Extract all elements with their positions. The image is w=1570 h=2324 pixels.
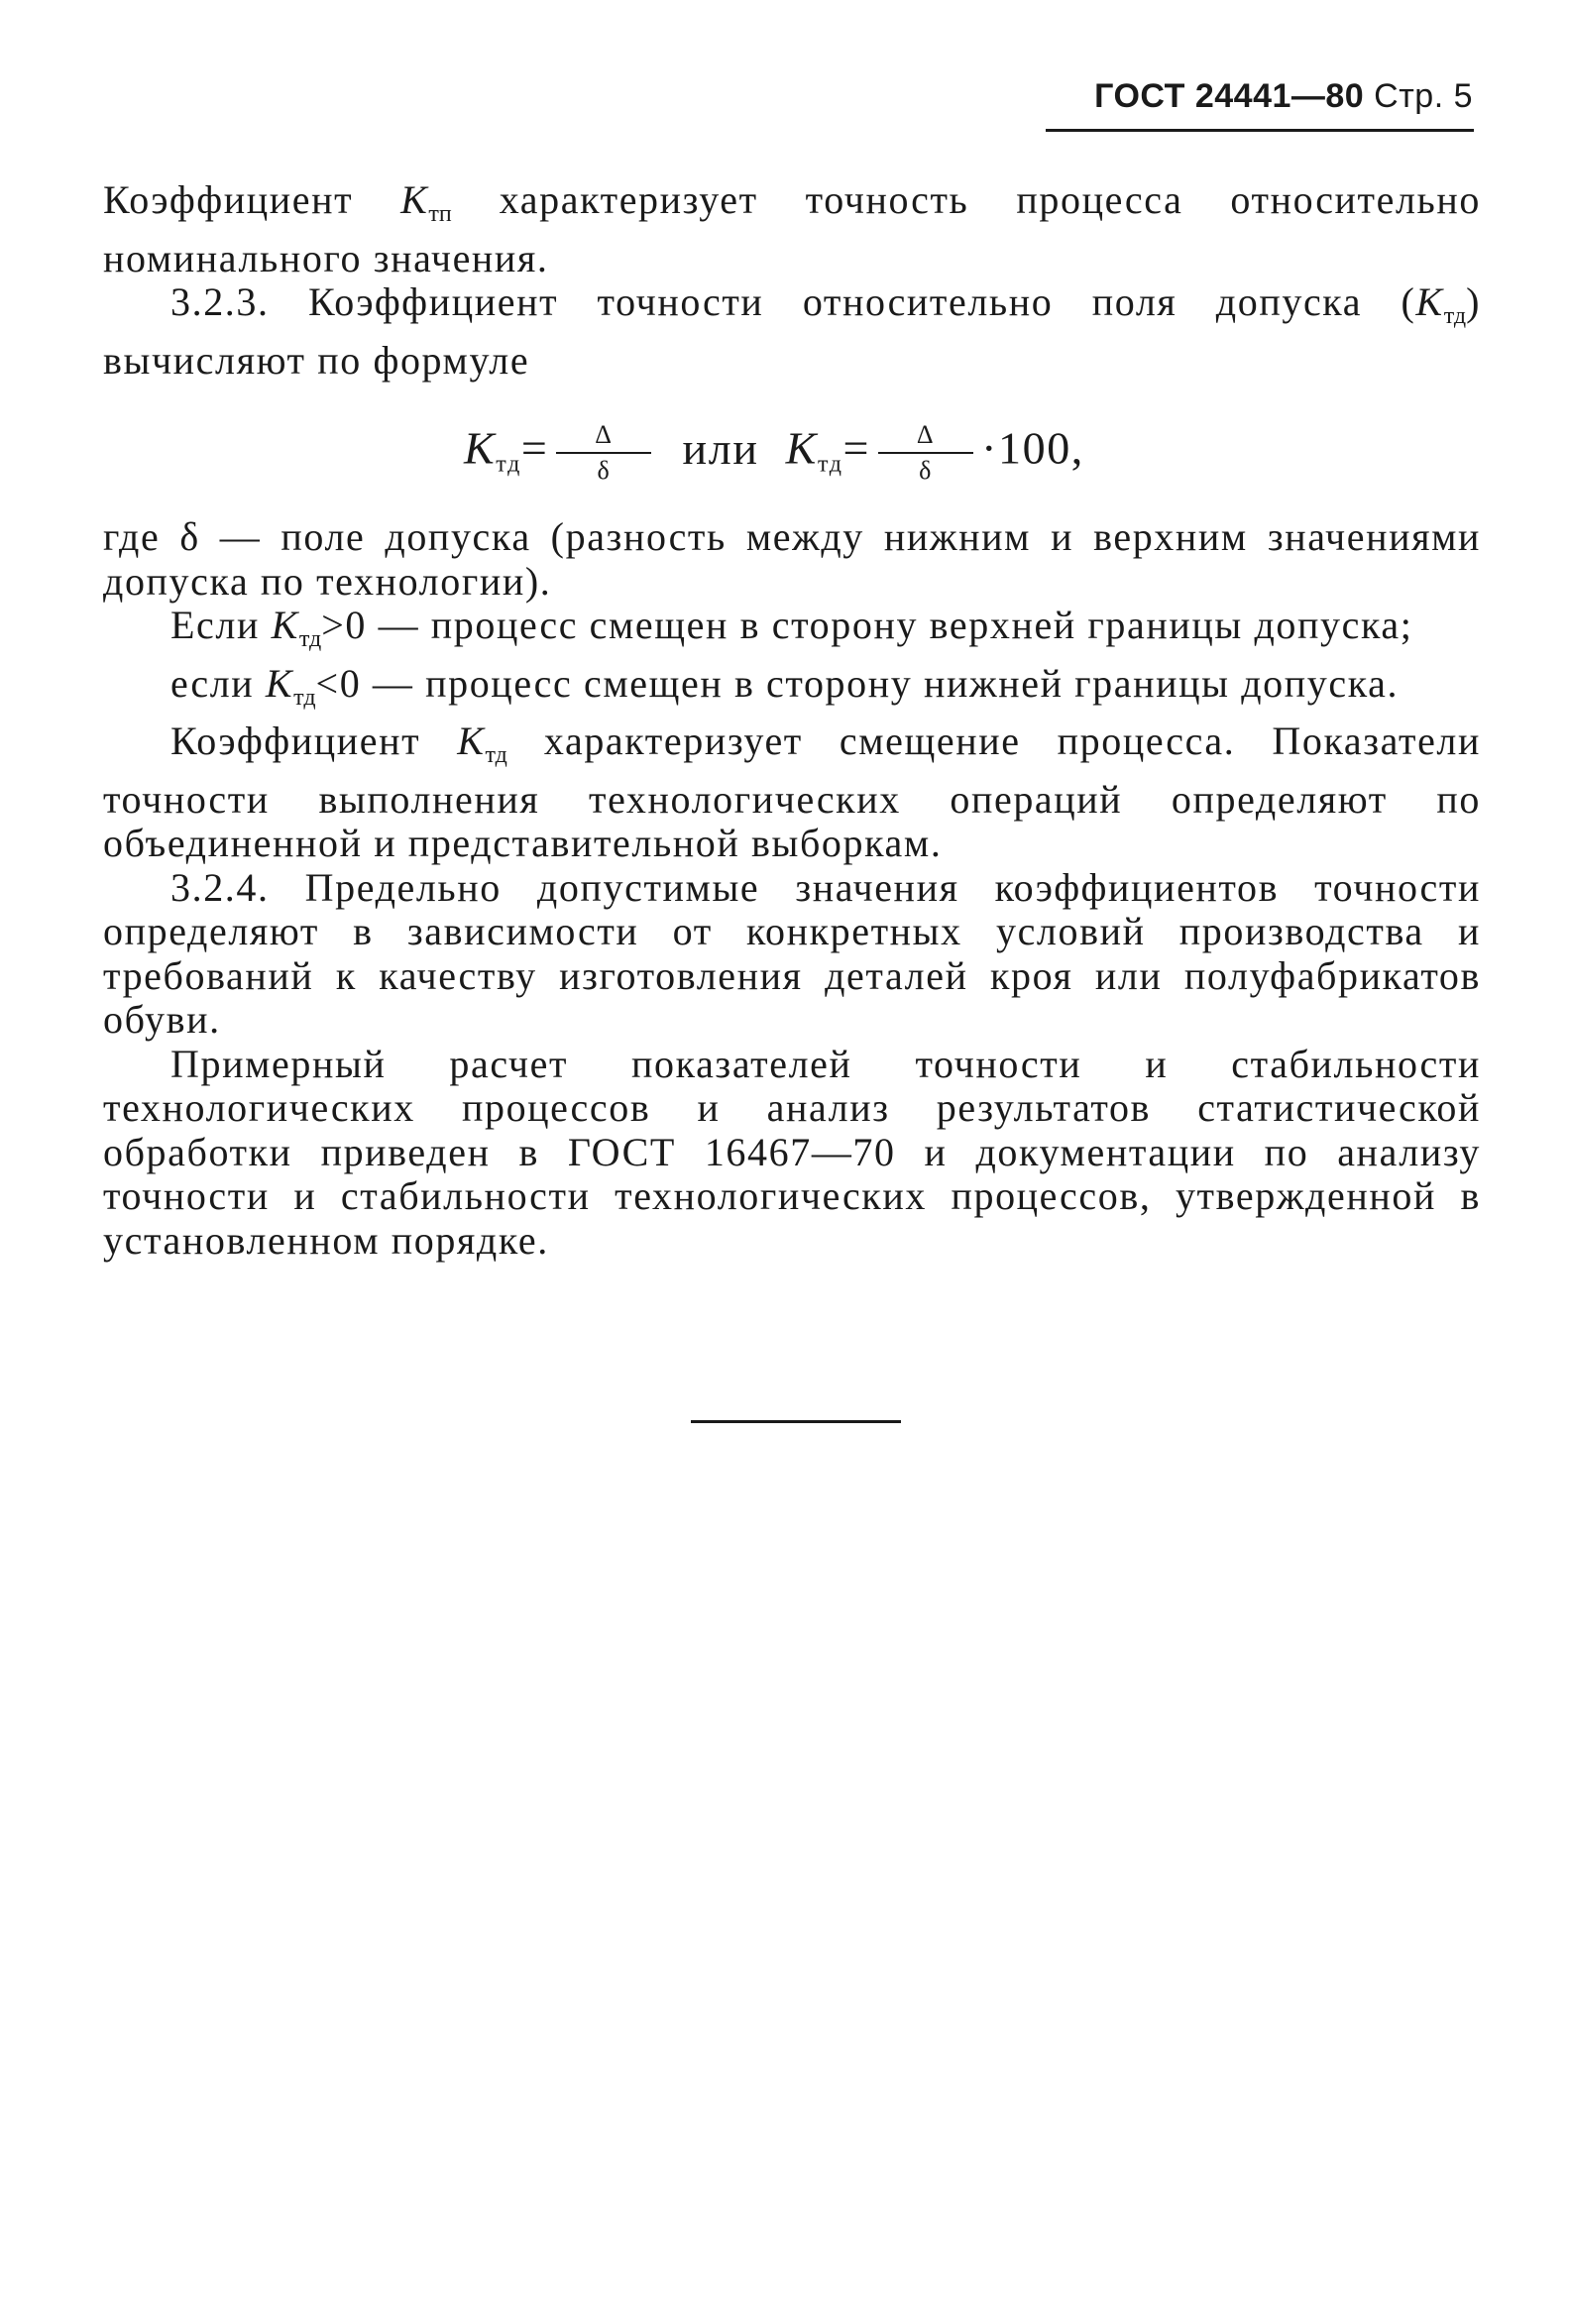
page-header [1094,77,1473,116]
page-number: Стр. 5 [1374,77,1473,115]
coefficient-subscript: тд [298,626,322,652]
paragraph-ktd-positive [103,604,1481,662]
fraction-denominator: δ [597,456,612,485]
coefficient-symbol: K [265,660,294,706]
text-run: 3.2.3. Коэффициент точности относительно поля допуска ( [170,279,1416,324]
standard-number: ГОСТ 24441—80 [1094,77,1365,115]
formula-subscript: тд [496,451,521,478]
formula-fraction [556,420,651,486]
text-run: Коэффициент [170,719,458,763]
paragraph-3-2-4 [103,866,1481,1043]
paragraph-delta-definition [103,515,1481,604]
coefficient-symbol: K [1415,279,1444,324]
text-run: Примерный расчет показателей точности и стабильности технологических процессов и анализ результатов статистической обработки приведен в ГОСТ 16467—70 и документации по анализу точности и стабильности технологических процессов, утвержденной в установленном порядке. [103,1041,1481,1263]
paragraph-ktd-shift [103,719,1481,866]
section-end-rule [691,1420,901,1423]
text-run: Коэффициент [103,177,401,222]
formula-multiplier: ·100, [981,422,1084,474]
formula-subscript: тд [817,451,843,478]
text-run: характеризует точность процесса относительно номинального значения. [103,177,1481,280]
text-run: ) вычисляют по формуле [103,279,1481,383]
text-run: характеризует смещение процесса. Показатели точности выполнения технологических операций определяют по объединенной и представительной выборкам. [103,719,1481,865]
formula-symbol: K [785,422,818,474]
coefficient-symbol: K [457,719,486,763]
formula-symbol: K [464,422,497,474]
text-run: где δ — поле допуска (разность между нижним и верхним значениями допуска по технологии). [103,514,1481,604]
coefficient-subscript: тд [485,742,507,768]
fraction-bar [556,452,651,454]
coefficient-subscript: тп [428,201,452,227]
coefficient-symbol: K [271,603,299,647]
text-run: если [170,660,266,706]
header-rule [1046,129,1474,132]
text-run: 3.2.4. Предельно допустимые значения коэффициентов точности определяют в зависимости от конкретных условий производства и требований к качеству изготовления деталей кроя или полуфабрикатов обуви. [103,864,1481,1042]
text-run: <0 — процесс смещен в сторону нижней границы допуска. [315,660,1400,706]
fraction-bar [878,452,973,454]
coefficient-subscript: тд [293,684,316,711]
document-body [103,178,1481,1263]
fraction-numerator: Δ [595,420,614,449]
coefficient-symbol: K [400,177,429,222]
paragraph-ktd-negative [103,662,1481,720]
fraction-numerator: Δ [916,420,936,449]
fraction-denominator: δ [919,456,934,485]
text-run: Если [170,603,272,647]
formula-equals: = [842,422,871,474]
formula-expression [103,420,1570,490]
formula-fraction [878,420,973,486]
paragraph-3-2-3 [103,280,1481,383]
paragraph-example-calculation [103,1043,1481,1264]
formula-ktd [103,392,1481,501]
text-run: >0 — процесс смещен в сторону верхней границы допуска; [321,603,1413,647]
formula-or: или [682,422,759,474]
formula-equals: = [520,422,549,474]
paragraph-ktp [103,178,1481,280]
coefficient-subscript: тд [1443,303,1467,329]
